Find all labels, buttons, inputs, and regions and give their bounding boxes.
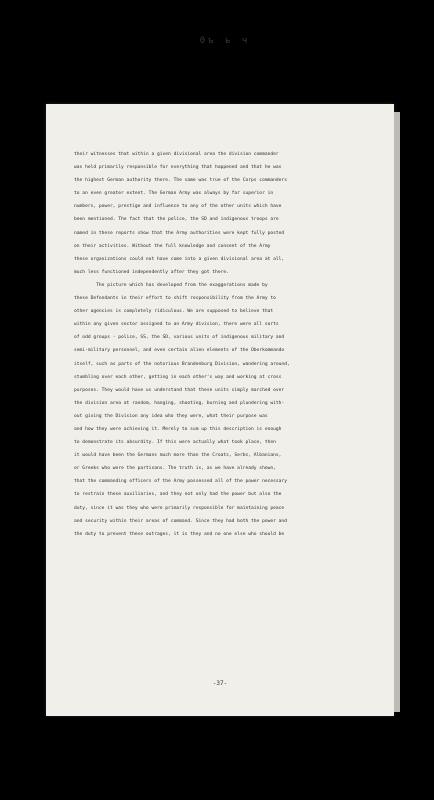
text-line: duty, since it was they who were primarily responsible for maintaining peace — [74, 505, 285, 511]
text-line: that the commanding officers of the Army possessed all of the power necessary — [74, 479, 287, 485]
text-line: within any given sector assigned to an Army division, there were all sorts — [74, 322, 279, 328]
text-line: and security within their areas of command. Since they had both the power and — [74, 518, 287, 524]
text-line: been mentioned. The fact that the police, the SD and indigenous troops are — [74, 217, 279, 223]
text-line: their witnesses that within a given divisional area the division commander — [74, 152, 279, 157]
text-line: or Greeks who were the partisans. The truth is, as we have already shown, — [74, 466, 276, 472]
text-line: the division area at random, hanging, shooting, burning and plundering with- — [74, 400, 285, 406]
text-line: out giving the Division any idea who they were, what their purpose was — [74, 413, 268, 419]
text-line: other agencies is completely ridiculous. We are supposed to believe that — [74, 309, 274, 315]
text-line: the duty to prevent these outrages, it is they and no one else who should be — [74, 531, 285, 537]
page-edge-shadow — [394, 112, 400, 712]
text-line: it would have been the Germans much more than the Croats, Serbs, Albanians, — [74, 453, 282, 459]
text-line: of odd groups - police, SS, the SD, various units of indigenous military and — [74, 335, 285, 341]
text-line: The picture which has developed from the exaggerations made by — [74, 282, 268, 288]
page-number: -37- — [212, 680, 228, 687]
text-line: the highest German authority there. The same was true of the Corps commanders — [74, 178, 287, 184]
text-line: purposes. They would have us understand that these units simply marched over — [74, 387, 285, 393]
body-text — [74, 148, 374, 541]
text-line: and how they were achieving it. Merely to sum up this description is enough — [74, 426, 282, 432]
text-line: numbers, power, prestige and influence to any of the other units which have — [74, 204, 282, 210]
text-line: was held primarily responsible for everything that happened and that he was — [74, 165, 282, 171]
text-line: much less functioned independently after they got there. — [74, 269, 229, 275]
text-line: stumbling over each other, getting in each other's way and working at cross — [74, 374, 282, 380]
header-mark: 0ъ ь ч — [199, 36, 251, 46]
text-line: these organizations could not have come into a given divisional area at all, — [74, 256, 285, 262]
document-page — [46, 104, 394, 716]
text-line: these Defendants in their effort to shift responsibility from the Army to — [74, 296, 276, 302]
text-line: named in these reports show that the Army authorities were kept fully posted — [74, 230, 285, 236]
text-line: to an even greater extent. The German Army was always by far superior in — [74, 191, 274, 197]
text-line: to restrain these auxiliaries, and they not only had the power but also the — [74, 492, 282, 498]
text-line: itself, such as parts of the notorious Brandenburg Division, wandering around, — [74, 361, 290, 367]
text-line: to demonstrate its absurdity. If this were actually what took place, then — [74, 440, 276, 446]
text-line: semi-military personnel, and even certain alien elements of the Oberkommando — [74, 348, 285, 354]
text-line: on their activities. Without the full knowledge and consent of the Army — [74, 243, 271, 249]
